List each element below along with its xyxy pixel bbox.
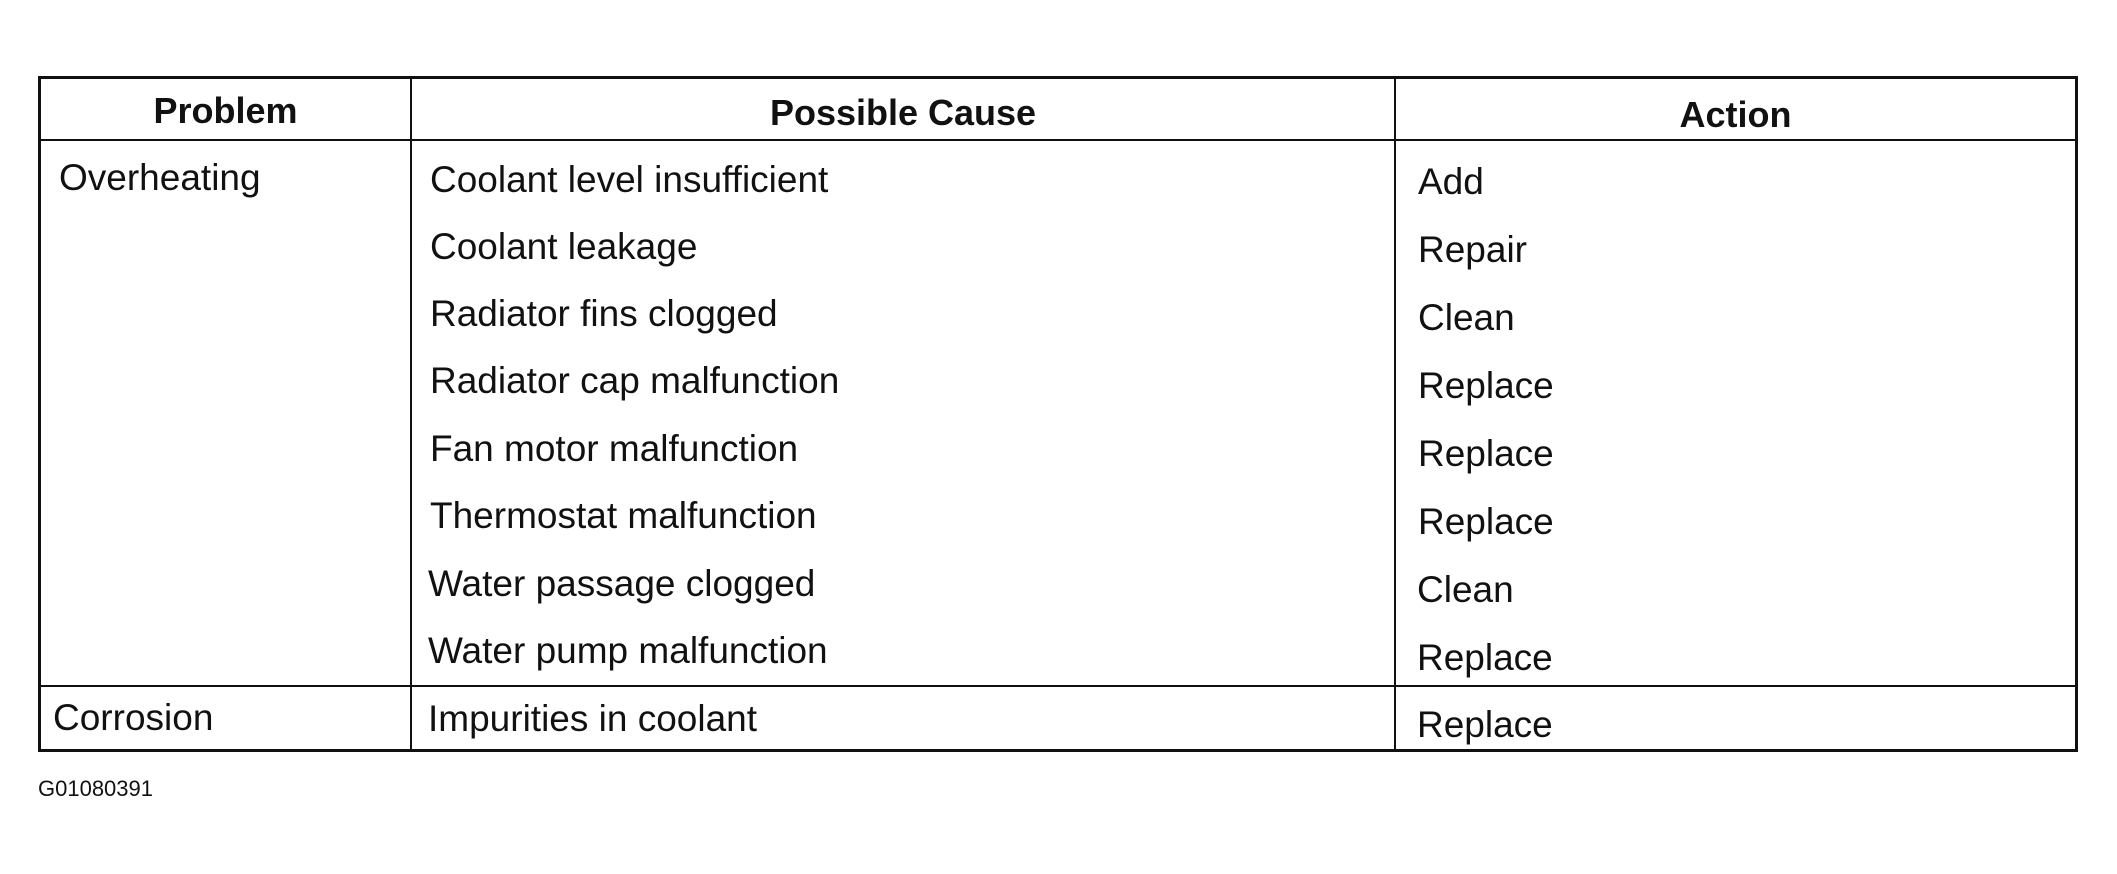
cause-cell: Radiator fins clogged [430, 293, 778, 334]
action-cell: Add [1418, 161, 1484, 202]
action-cell: Clean [1418, 297, 1515, 338]
cause-cell: Water passage clogged [428, 563, 816, 604]
header-possible-cause: Possible Cause [769, 92, 1037, 133]
cause-cell: Impurities in coolant [428, 698, 758, 739]
cause-cell: Coolant level insufficient [430, 159, 829, 200]
action-cell: Replace [1418, 501, 1554, 542]
cause-cell: Radiator cap malfunction [430, 360, 840, 401]
cause-cell: Fan motor malfunction [430, 428, 799, 469]
header-divider [41, 139, 2075, 141]
problem-cell: Corrosion [53, 697, 214, 738]
problem-cell: Overheating [59, 157, 261, 198]
action-cell: Replace [1417, 637, 1553, 678]
action-cell: Replace [1418, 433, 1554, 474]
header-action: Action [1679, 94, 1792, 135]
troubleshooting-table [38, 76, 2078, 752]
action-cell: Repair [1418, 229, 1527, 270]
action-cell: Replace [1417, 704, 1553, 745]
cause-cell: Water pump malfunction [428, 630, 828, 671]
action-cell: Clean [1417, 569, 1514, 610]
action-cell: Replace [1418, 365, 1554, 406]
column-divider [1394, 79, 1396, 749]
figure-id: G01080391 [38, 776, 153, 801]
column-divider [410, 79, 412, 749]
group-divider [41, 685, 2075, 687]
cause-cell: Thermostat malfunction [430, 495, 817, 536]
header-problem: Problem [153, 90, 298, 131]
cause-cell: Coolant leakage [430, 226, 698, 267]
